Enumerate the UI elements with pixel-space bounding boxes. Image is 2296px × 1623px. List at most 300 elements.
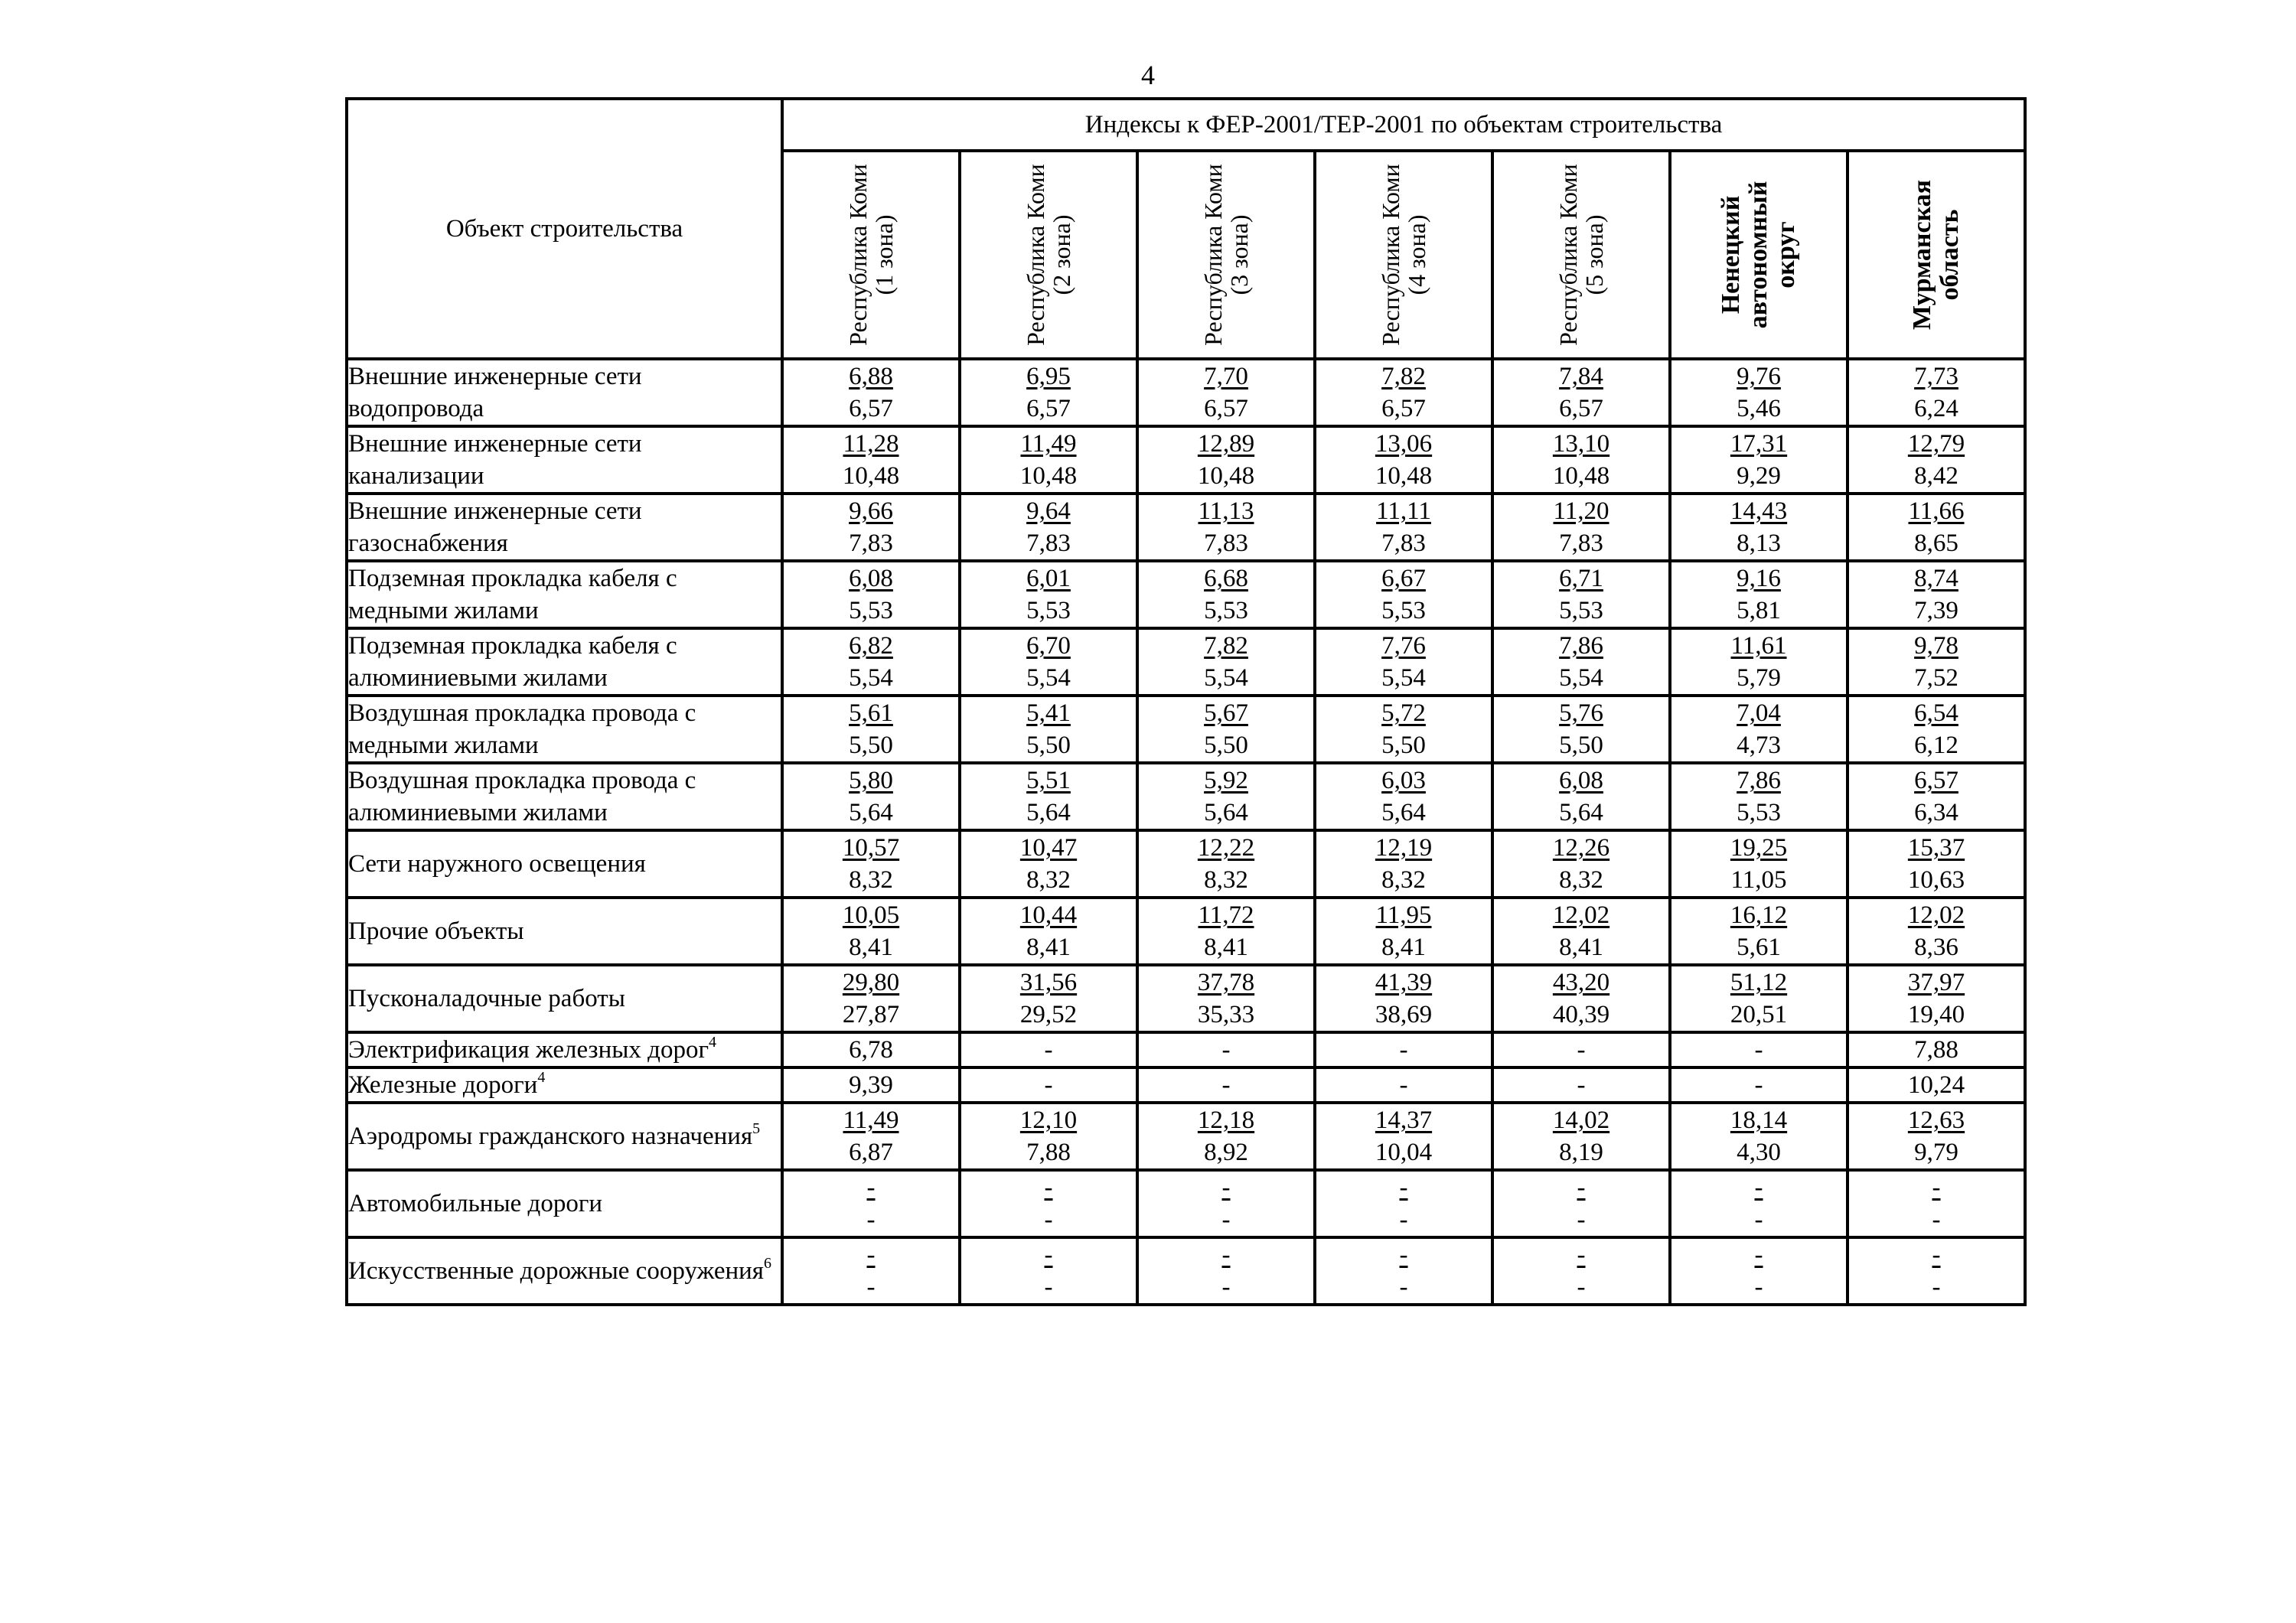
- index-value-cell: [1670, 763, 1848, 830]
- index-value-cell: [782, 898, 960, 965]
- index-value-bottom: 35,33: [1197, 1001, 1255, 1028]
- column-header-label: [1909, 155, 1964, 354]
- index-value-bottom: 4,73: [1737, 732, 1781, 759]
- index-value-cell: [1137, 561, 1315, 628]
- table-row: [347, 830, 2025, 898]
- index-value-top: 19,25: [1730, 834, 1788, 862]
- column-header-label: [1717, 155, 1800, 354]
- index-value-cell: [1137, 359, 1315, 426]
- index-value-top: 11,49: [1020, 430, 1077, 458]
- index-value-cell: [1137, 696, 1315, 763]
- column-header-line2: (1 зона): [870, 214, 898, 295]
- index-value-top: 10,47: [1019, 834, 1078, 862]
- index-value-bottom: 7,83: [1381, 530, 1426, 557]
- column-header-line1: Республика Коми: [844, 164, 872, 346]
- column-header-line1: Ненецкий автономный: [1717, 181, 1773, 329]
- index-value-cell: [1848, 830, 2025, 898]
- index-value-cell: [1137, 1170, 1315, 1237]
- object-name: Внешние инженерные сети канализации: [348, 430, 642, 490]
- object-name-cell: [347, 1032, 782, 1067]
- object-name-cell: [347, 494, 782, 561]
- index-value-bottom: 5,64: [849, 799, 893, 826]
- index-value-cell: [782, 1170, 960, 1237]
- index-value: 6,78: [849, 1036, 893, 1064]
- column-header-line1: Республика Коми: [1554, 164, 1582, 346]
- index-value-bottom: 8,32: [1204, 866, 1248, 894]
- index-value-top: 11,72: [1198, 901, 1254, 929]
- object-name-cell: [347, 898, 782, 965]
- index-value-top: 6,88: [849, 363, 893, 390]
- index-value-top: 7,82: [1381, 363, 1426, 390]
- index-value-bottom: 7,39: [1914, 597, 1958, 624]
- index-value-cell: [1670, 1067, 1848, 1103]
- index-value-top: 13,06: [1375, 430, 1433, 458]
- index-value-top: 17,31: [1730, 430, 1788, 458]
- index-value-cell: [1137, 1032, 1315, 1067]
- index-value-top: 12,26: [1552, 834, 1610, 862]
- footnote-mark: 6: [763, 1255, 771, 1272]
- index-value-bottom: 8,41: [849, 934, 893, 961]
- index-value-cell: [1492, 1170, 1670, 1237]
- index-value-top: 5,80: [849, 767, 893, 794]
- index-value-cell: [1670, 696, 1848, 763]
- index-value-cell: [782, 763, 960, 830]
- index-value-cell: [1670, 1032, 1848, 1067]
- index-value-top: -: [1221, 1174, 1231, 1201]
- index-value-bottom: 5,53: [1559, 597, 1603, 624]
- column-header-label: [1200, 155, 1252, 354]
- index-value-top: 37,78: [1197, 969, 1255, 996]
- object-name: Воздушная прокладка провода с медными жилами: [348, 699, 696, 759]
- index-value-cell: [1848, 561, 2025, 628]
- index-value-bottom: 5,54: [849, 664, 893, 692]
- index-value-cell: [1315, 830, 1492, 898]
- index-value-bottom: 8,41: [1381, 934, 1426, 961]
- table-row: [347, 561, 2025, 628]
- index-value-bottom: 9,79: [1914, 1139, 1958, 1166]
- index-value-bottom: 10,48: [1019, 462, 1078, 490]
- index-value-top: -: [1932, 1174, 1941, 1201]
- index-value: -: [1044, 1036, 1053, 1064]
- column-header-line1: Республика Коми: [1377, 164, 1404, 346]
- table-row: [347, 1032, 2025, 1067]
- object-name-cell: [347, 1237, 782, 1305]
- index-value-cell: [782, 426, 960, 494]
- index-value-top: -: [1044, 1241, 1053, 1269]
- column-header-region: [1315, 151, 1492, 359]
- index-value-bottom: 8,41: [1204, 934, 1248, 961]
- index-value-top: 6,67: [1381, 565, 1426, 592]
- column-header-region: [1670, 151, 1848, 359]
- index-value-top: 14,37: [1375, 1106, 1433, 1134]
- index-value-bottom: 5,54: [1204, 664, 1248, 692]
- index-value-cell: [960, 830, 1137, 898]
- index-value-top: 5,51: [1026, 767, 1071, 794]
- index-value-top: 6,54: [1914, 699, 1958, 727]
- index-value-cell: [1848, 426, 2025, 494]
- index-value-bottom: 10,48: [1552, 462, 1610, 490]
- index-value-bottom: -: [1399, 1206, 1408, 1234]
- group-header: Индексы к ФЕР-2001/ТЕР-2001 по объектам строительства: [782, 99, 2025, 151]
- index-value-bottom: 5,50: [1204, 732, 1248, 759]
- index-value-bottom: -: [1044, 1273, 1053, 1301]
- index-value-bottom: 5,50: [1381, 732, 1426, 759]
- column-header-region: [960, 151, 1137, 359]
- index-value-top: 18,14: [1730, 1106, 1788, 1134]
- object-name-cell: [347, 1170, 782, 1237]
- index-value-bottom: 6,57: [849, 395, 893, 422]
- index-value-top: 41,39: [1375, 969, 1433, 996]
- table-row: [347, 696, 2025, 763]
- footnote-mark: 4: [709, 1034, 716, 1051]
- index-value-cell: [1137, 1237, 1315, 1305]
- index-value-cell: [1670, 359, 1848, 426]
- table-row: [347, 898, 2025, 965]
- index-value-top: 9,66: [849, 497, 893, 525]
- index-value-bottom: 5,50: [849, 732, 893, 759]
- index-value-cell: [1315, 1032, 1492, 1067]
- index-value-top: 14,43: [1730, 497, 1788, 525]
- object-name-cell: [347, 830, 782, 898]
- index-value-cell: [1315, 1103, 1492, 1170]
- object-name: Электрификация железных дорог: [348, 1036, 709, 1064]
- index-value-bottom: 19,40: [1907, 1001, 1965, 1028]
- index-value-cell: [1492, 965, 1670, 1032]
- index-value-cell: [1315, 628, 1492, 696]
- index-value-bottom: 9,29: [1737, 462, 1781, 490]
- index-value-cell: [960, 1032, 1137, 1067]
- index-value-cell: [1848, 494, 2025, 561]
- index-value-bottom: 10,48: [1375, 462, 1433, 490]
- index-value-bottom: -: [1754, 1206, 1763, 1234]
- index-value-top: 12,18: [1197, 1106, 1255, 1134]
- index-value-cell: [1315, 965, 1492, 1032]
- object-name: Сети наружного освещения: [348, 850, 646, 878]
- index-value-top: 29,80: [842, 969, 900, 996]
- index-value-cell: [960, 965, 1137, 1032]
- index-value-top: -: [1044, 1174, 1053, 1201]
- index-value-top: -: [1221, 1241, 1231, 1269]
- index-value-top: 6,95: [1026, 363, 1071, 390]
- index-value-cell: [1137, 898, 1315, 965]
- index-value-top: 12,22: [1197, 834, 1255, 862]
- object-name: Железные дороги: [348, 1071, 538, 1099]
- index-value-top: 12,63: [1907, 1106, 1965, 1134]
- index-value-top: 10,57: [842, 834, 900, 862]
- column-header-region: [1137, 151, 1315, 359]
- index-value-bottom: 6,57: [1204, 395, 1248, 422]
- object-name-cell: [347, 1067, 782, 1103]
- object-name: Искусственные дорожные сооружения: [348, 1257, 764, 1285]
- index-value-top: -: [1754, 1241, 1763, 1269]
- index-value-top: 11,49: [843, 1106, 899, 1134]
- index-value-bottom: 6,24: [1914, 395, 1958, 422]
- index-value-cell: [1137, 426, 1315, 494]
- index-value-top: 6,70: [1026, 632, 1071, 660]
- index-value-top: 9,16: [1737, 565, 1781, 592]
- column-header-line2: округ: [1772, 221, 1800, 288]
- table-row: [347, 628, 2025, 696]
- object-name: Внешние инженерные сети газоснабжения: [348, 497, 642, 557]
- index-value-cell: [1670, 830, 1848, 898]
- index-value-cell: [1315, 1067, 1492, 1103]
- index-value-top: -: [1399, 1241, 1408, 1269]
- index-value-top: 8,74: [1914, 565, 1958, 592]
- index-value-top: 13,10: [1552, 430, 1610, 458]
- index-value-top: 12,02: [1552, 901, 1610, 929]
- index-value-cell: [960, 561, 1137, 628]
- index-value-top: 10,05: [842, 901, 900, 929]
- object-name-cell: [347, 696, 782, 763]
- index-value-bottom: 5,50: [1559, 732, 1603, 759]
- index-value-cell: [1492, 763, 1670, 830]
- index-value-bottom: 5,64: [1381, 799, 1426, 826]
- object-column-header: Объект строительства: [347, 99, 782, 359]
- index-value-cell: [1492, 1032, 1670, 1067]
- index-value-bottom: 7,83: [849, 530, 893, 557]
- index-value-top: -: [1754, 1174, 1763, 1201]
- index-value-cell: [782, 1067, 960, 1103]
- index-value-cell: [782, 359, 960, 426]
- object-name-cell: [347, 965, 782, 1032]
- index-value-cell: [1848, 696, 2025, 763]
- index-value-bottom: 10,48: [1197, 462, 1255, 490]
- index-value-bottom: 10,04: [1375, 1139, 1433, 1166]
- index-value-bottom: -: [1577, 1206, 1586, 1234]
- index-value-top: 7,76: [1381, 632, 1426, 660]
- index-value-top: 31,56: [1019, 969, 1078, 996]
- index-value-bottom: -: [1932, 1206, 1941, 1234]
- index-value-cell: [1848, 1032, 2025, 1067]
- index-value-bottom: 6,12: [1914, 732, 1958, 759]
- object-name: Подземная прокладка кабеля с алюминиевыми жилами: [348, 632, 677, 692]
- column-header-label: [1378, 155, 1430, 354]
- index-value-bottom: 5,64: [1026, 799, 1071, 826]
- column-header-line1: Республика Коми: [1022, 164, 1049, 346]
- column-header-line2: (2 зона): [1048, 214, 1075, 295]
- index-value-cell: [1848, 898, 2025, 965]
- object-name-cell: [347, 763, 782, 830]
- index-value-bottom: 5,53: [1204, 597, 1248, 624]
- index-value-bottom: 7,83: [1026, 530, 1071, 557]
- index-value-bottom: 8,92: [1204, 1139, 1248, 1166]
- column-header-label: [845, 155, 897, 354]
- index-value-top: 6,03: [1381, 767, 1426, 794]
- index-value-cell: [782, 830, 960, 898]
- index-value-bottom: 5,61: [1737, 934, 1781, 961]
- index-value-bottom: 7,83: [1559, 530, 1603, 557]
- index-value-top: -: [1577, 1241, 1586, 1269]
- page-number: 4: [1141, 60, 1155, 90]
- index-value-top: 9,64: [1026, 497, 1071, 525]
- index-value: 7,88: [1914, 1036, 1958, 1064]
- index-value-bottom: 5,46: [1737, 395, 1781, 422]
- index-value-cell: [1137, 763, 1315, 830]
- index-value-cell: [1848, 359, 2025, 426]
- index-value-bottom: 4,30: [1737, 1139, 1781, 1166]
- index-value-top: 5,61: [849, 699, 893, 727]
- index-value-cell: [1492, 628, 1670, 696]
- index-value-cell: [1315, 1170, 1492, 1237]
- index-value-top: 9,76: [1737, 363, 1781, 390]
- object-name: Автомобильные дороги: [348, 1190, 603, 1217]
- index-value-bottom: 5,81: [1737, 597, 1781, 624]
- index-value-cell: [960, 1103, 1137, 1170]
- object-name: Аэродромы гражданского назначения: [348, 1123, 753, 1150]
- index-value-bottom: 7,83: [1204, 530, 1248, 557]
- index-value-top: 6,71: [1559, 565, 1603, 592]
- index-value-top: -: [866, 1241, 876, 1269]
- index-value-cell: [1492, 561, 1670, 628]
- index-value-bottom: 5,53: [849, 597, 893, 624]
- index-value-top: 7,86: [1737, 767, 1781, 794]
- index-value-bottom: -: [1221, 1206, 1231, 1234]
- index-value-cell: [1492, 494, 1670, 561]
- column-header-line2: (4 зона): [1403, 214, 1430, 295]
- index-value-cell: [1315, 426, 1492, 494]
- object-name: Воздушная прокладка провода с алюминиевыми жилами: [348, 767, 696, 826]
- index-value-top: 10,44: [1019, 901, 1078, 929]
- index-value-cell: [1670, 898, 1848, 965]
- index-value: -: [1577, 1071, 1586, 1099]
- index-value-bottom: 7,88: [1026, 1139, 1071, 1166]
- index-value-bottom: -: [866, 1273, 876, 1301]
- index-value-top: 5,67: [1204, 699, 1248, 727]
- index-value-cell: [782, 1103, 960, 1170]
- index-value-top: 11,61: [1730, 632, 1787, 660]
- index-value-bottom: 6,57: [1026, 395, 1071, 422]
- table-row: [347, 426, 2025, 494]
- index-value: -: [1221, 1036, 1231, 1064]
- object-name-cell: [347, 561, 782, 628]
- index-value-top: 7,84: [1559, 363, 1603, 390]
- index-value-top: 12,79: [1907, 430, 1965, 458]
- index-value-top: 7,70: [1204, 363, 1248, 390]
- index-value-bottom: 5,53: [1026, 597, 1071, 624]
- index-value-top: 51,12: [1730, 969, 1788, 996]
- index-value-top: 15,37: [1907, 834, 1965, 862]
- index-value-cell: [1492, 1067, 1670, 1103]
- index-value-bottom: 10,48: [842, 462, 900, 490]
- index-value-cell: [1848, 1170, 2025, 1237]
- index-value-cell: [960, 1237, 1137, 1305]
- index-value-bottom: 7,52: [1914, 664, 1958, 692]
- index-value-top: 7,82: [1204, 632, 1248, 660]
- index-value-cell: [1315, 696, 1492, 763]
- index-value: 10,24: [1907, 1071, 1965, 1099]
- index-value-bottom: 38,69: [1375, 1001, 1433, 1028]
- column-header-region: [782, 151, 960, 359]
- index-value-bottom: 5,54: [1381, 664, 1426, 692]
- index-value-bottom: -: [1221, 1273, 1231, 1301]
- column-header-line2: область: [1936, 209, 1964, 301]
- index-value-top: 14,02: [1552, 1106, 1610, 1134]
- column-header-line1: Мурманская: [1908, 179, 1936, 331]
- index-value-cell: [1137, 628, 1315, 696]
- index-value-top: 7,73: [1914, 363, 1958, 390]
- index-value-bottom: 29,52: [1019, 1001, 1078, 1028]
- index-value-cell: [1670, 426, 1848, 494]
- index-value-top: 12,19: [1375, 834, 1433, 862]
- index-table: [345, 97, 2027, 1306]
- index-value-cell: [1137, 830, 1315, 898]
- table-row: [347, 1170, 2025, 1237]
- object-name: Внешние инженерные сети водопровода: [348, 363, 642, 422]
- index-value-cell: [1670, 494, 1848, 561]
- index-value-cell: [1848, 628, 2025, 696]
- footnote-mark: 5: [752, 1120, 761, 1137]
- index-value-cell: [960, 1170, 1137, 1237]
- index-value-cell: [1315, 359, 1492, 426]
- index-value: -: [1754, 1071, 1763, 1099]
- index-value: 9,39: [849, 1071, 893, 1099]
- column-header-label: [1555, 155, 1607, 354]
- table-row: [347, 1067, 2025, 1103]
- index-value-cell: [1670, 1103, 1848, 1170]
- index-value-top: 11,95: [1375, 901, 1432, 929]
- index-value-cell: [1848, 763, 2025, 830]
- index-value-bottom: 10,63: [1907, 866, 1965, 894]
- index-value: -: [1399, 1036, 1408, 1064]
- index-value-bottom: 8,41: [1026, 934, 1071, 961]
- index-value-cell: [1848, 1103, 2025, 1170]
- index-value-bottom: -: [1044, 1206, 1053, 1234]
- index-value: -: [1221, 1071, 1231, 1099]
- index-value-top: 11,13: [1198, 497, 1254, 525]
- index-value-cell: [960, 763, 1137, 830]
- index-value-bottom: 6,34: [1914, 799, 1958, 826]
- table-row: [347, 1103, 2025, 1170]
- column-header-region: [1848, 151, 2025, 359]
- index-value-bottom: 27,87: [842, 1001, 900, 1028]
- object-name-cell: [347, 359, 782, 426]
- index-value-top: 6,68: [1204, 565, 1248, 592]
- column-header-region: [1492, 151, 1670, 359]
- index-value-cell: [1848, 965, 2025, 1032]
- object-name: Прочие объекты: [348, 917, 524, 945]
- index-value-cell: [1492, 359, 1670, 426]
- index-value-bottom: 6,57: [1559, 395, 1603, 422]
- index-value-cell: [1492, 830, 1670, 898]
- index-value: -: [1399, 1071, 1408, 1099]
- object-name-cell: [347, 1103, 782, 1170]
- index-value-cell: [960, 359, 1137, 426]
- index-value-cell: [1670, 1170, 1848, 1237]
- index-value-bottom: 8,65: [1914, 530, 1958, 557]
- index-value-cell: [1848, 1237, 2025, 1305]
- index-value-cell: [1670, 628, 1848, 696]
- index-value-top: -: [866, 1174, 876, 1201]
- index-value-bottom: 5,54: [1559, 664, 1603, 692]
- index-value-cell: [960, 628, 1137, 696]
- index-value-top: 6,08: [1559, 767, 1603, 794]
- index-value-cell: [1492, 696, 1670, 763]
- object-name: Подземная прокладка кабеля с медными жилами: [348, 565, 677, 624]
- index-value-bottom: 8,32: [849, 866, 893, 894]
- index-value-top: 12,89: [1197, 430, 1255, 458]
- index-value-cell: [1137, 965, 1315, 1032]
- index-value-top: 11,28: [843, 430, 899, 458]
- index-value-top: 6,01: [1026, 565, 1071, 592]
- index-value-top: 37,97: [1907, 969, 1965, 996]
- index-value-top: 5,76: [1559, 699, 1603, 727]
- index-value-cell: [1315, 494, 1492, 561]
- index-value-cell: [960, 696, 1137, 763]
- index-value-bottom: -: [1754, 1273, 1763, 1301]
- column-header-label: [1022, 155, 1075, 354]
- index-value-top: 9,78: [1914, 632, 1958, 660]
- index-value-cell: [1670, 965, 1848, 1032]
